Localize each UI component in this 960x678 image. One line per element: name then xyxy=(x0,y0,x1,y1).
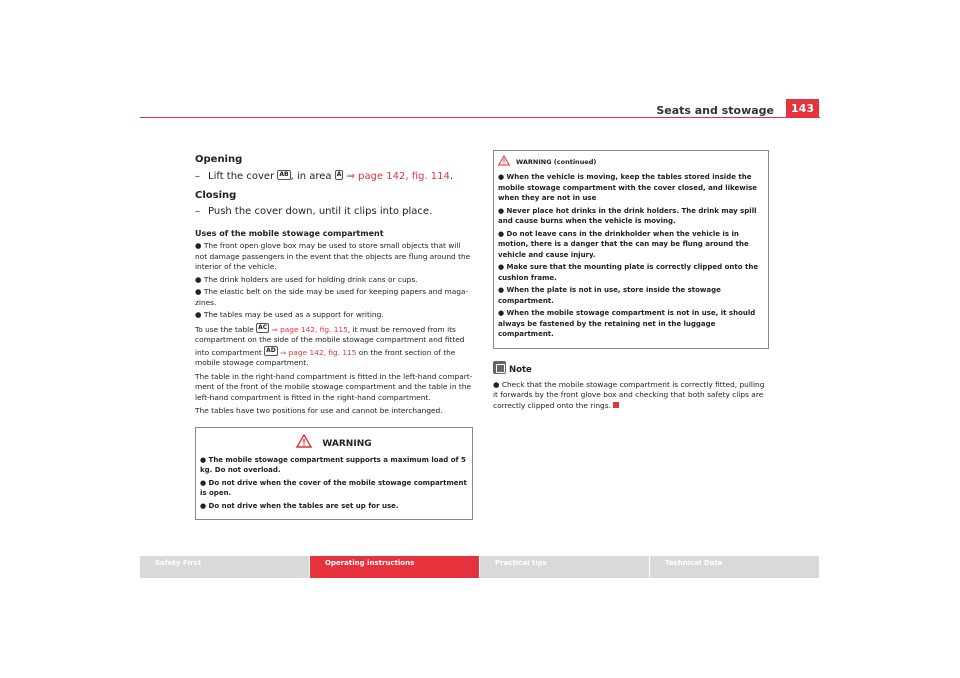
warning-triangle-icon xyxy=(296,434,312,448)
footer-nav xyxy=(140,556,820,578)
uses-bullet-text: The front open glove box may be used to store small objects that will not damage passengers in the event that the objects are flung around the interior of the vehicle. xyxy=(195,241,471,271)
closing-step-text: Push the cover down, until it clips into place. xyxy=(208,206,433,217)
uses-bullet: ● The tables may be used as a support for writing. xyxy=(195,310,384,319)
step-dash: – xyxy=(195,206,200,217)
warning-item-text: Never place hot drinks in the drink holders. The drink may spill and cause burns when the vehicle is moving. xyxy=(498,206,757,225)
uses-bullet: ● The elastic belt on the side may be used for keeping papers and maga-zines. xyxy=(195,287,469,307)
footer-tab-practical-tips[interactable]: Practical tips xyxy=(480,556,649,578)
callout-badge-a: A xyxy=(336,171,342,178)
warning-item-text: Do not drive when the cover of the mobile stowage compartment is open. xyxy=(200,478,467,497)
warning-item-text: Do not drive when the tables are set up for use. xyxy=(208,501,399,510)
page-reference-link[interactable]: ⇒ page 142, fig. 114 xyxy=(346,171,450,182)
section-end-marker xyxy=(613,402,619,408)
right-column xyxy=(493,150,769,413)
header-divider xyxy=(140,117,820,118)
warning-item-text: When the vehicle is moving, keep the tables stored inside the mobile stowage compartment with the cover closed, and likewise when they are not in use xyxy=(498,173,758,202)
page-number: 143 xyxy=(786,99,819,118)
note-heading xyxy=(493,361,769,375)
table-usage-paragraph xyxy=(195,323,473,369)
closing-heading: Closing xyxy=(195,190,237,201)
warning-item: ● Make sure that the mounting plate is correctly clipped onto the cushion frame. xyxy=(498,263,759,282)
warning-item: ● The mobile stowage compartment supports a maximum load of 5 kg. Do not overload. xyxy=(200,455,466,474)
opening-heading: Opening xyxy=(195,154,243,165)
table-para-text-2: , it must be removed from its compartment on the side of the mobile stowage compartment and fitted into compartment xyxy=(195,324,465,357)
warning-item-text: The mobile stowage compartment supports a maximum load of 5 kg. Do not overload. xyxy=(200,455,466,474)
warning-item: ● Do not leave cans in the drinkholder when the vehicle is in motion, there is a danger that the can may be flung around the vehicle and cause injury. xyxy=(498,229,749,259)
table-para-text-3: on the front section of the mobile stowage compartment. xyxy=(195,347,456,367)
warning-triangle-icon xyxy=(498,155,510,166)
callout-badge-ac: AC xyxy=(258,323,268,331)
page-header-title: Seats and stowage xyxy=(656,104,774,117)
warning-continued-title-text: WARNING (continued) xyxy=(516,158,597,166)
opening-step xyxy=(195,170,473,182)
note-bullet: ● Check that the mobile stowage compartment is correctly fitted, pulling it forwards by the front glove box and checking that both safety clips are correctly clipped onto the rings. xyxy=(493,379,765,410)
footer-tab-safety-first[interactable]: Safety First xyxy=(140,556,309,578)
warning-box xyxy=(195,427,473,521)
step-dash: – xyxy=(195,171,200,182)
opening-step-text: Lift the cover xyxy=(208,171,275,182)
uses-bullet: ● The drink holders are used for holding drink cans or cups. xyxy=(195,274,418,284)
warning-item: ● When the mobile stowage compartment is not in use, it should always be fastened by the retaining net in the luggage compartment. xyxy=(498,309,756,338)
warning-item-text: When the plate is not in use, store inside the stowage compartment. xyxy=(498,286,721,305)
table-positions-paragraph: The tables have two positions for use and cannot be interchanged. xyxy=(195,406,443,415)
page-reference-link[interactable]: ⇒ page 142, fig. 115 xyxy=(271,324,348,334)
warning-continued-title xyxy=(498,155,764,166)
uses-bullet-text: The elastic belt on the side may be used for keeping papers and maga-zines. xyxy=(195,287,469,307)
table-para-text-1: To use the table xyxy=(195,324,254,334)
warning-item-text: Make sure that the mounting plate is correctly clipped onto the cushion frame. xyxy=(498,263,759,282)
warning-continued-box xyxy=(493,150,769,349)
footer-tab-operating-instructions[interactable]: Operating instructions xyxy=(310,556,479,578)
uses-heading: Uses of the mobile stowage compartment xyxy=(195,229,384,238)
note-text: Check that the mobile stowage compartment is correctly fitted, pulling it forwards by the front glove box and checking that both safety clips are correctly clipped onto the rings. xyxy=(493,379,765,410)
uses-bullet: ● The front open glove box may be used to store small objects that will not damage passengers in the event that the objects are flung around the interior of the vehicle. xyxy=(195,241,471,271)
opening-step-text-2: , in area xyxy=(290,171,332,182)
table-fitting-paragraph: The table in the right-hand compartment is fitted in the left-hand compart-ment of the front of the mobile stowage compartment and the table in the left-hand compartment is fitted in the right-hand compartment. xyxy=(195,371,473,402)
warning-title xyxy=(200,434,468,449)
uses-bullet-text: The tables may be used as a support for writing. xyxy=(203,310,384,319)
warning-title-text: WARNING xyxy=(322,438,372,449)
warning-item: ● When the plate is not in use, store inside the stowage compartment. xyxy=(498,286,721,305)
uses-bullet-text: The drink holders are used for holding drink cans or cups. xyxy=(203,274,418,284)
footer-tab-technical-data[interactable]: Technical Data xyxy=(650,556,819,578)
note-icon xyxy=(493,361,506,374)
opening-step-end: . xyxy=(449,171,454,182)
warning-item: ● When the vehicle is moving, keep the tables stored inside the mobile stowage compartment with the cover closed, and likewise when they are not in use xyxy=(498,173,758,202)
note-title: Note xyxy=(509,364,532,375)
warning-item: ● Do not drive when the cover of the mobile stowage compartment is open. xyxy=(200,478,467,497)
warning-item-text: Do not leave cans in the drinkholder when the vehicle is in motion, there is a danger that the can may be flung around the vehicle and cause injury. xyxy=(498,229,749,259)
page-reference-link[interactable]: ⇒ page 142, fig. 115 xyxy=(280,347,357,357)
callout-badge-ab: AB xyxy=(279,171,289,178)
closing-step xyxy=(195,206,473,217)
warning-item-text: When the mobile stowage compartment is not in use, it should always be fastened by the retaining net in the luggage compartment. xyxy=(498,309,756,338)
warning-item: ● Never place hot drinks in the drink holders. The drink may spill and cause burns when the vehicle is moving. xyxy=(498,206,757,225)
warning-item: ● Do not drive when the tables are set up for use. xyxy=(200,501,399,510)
left-column xyxy=(195,150,473,520)
callout-badge-ad: AD xyxy=(266,346,276,354)
